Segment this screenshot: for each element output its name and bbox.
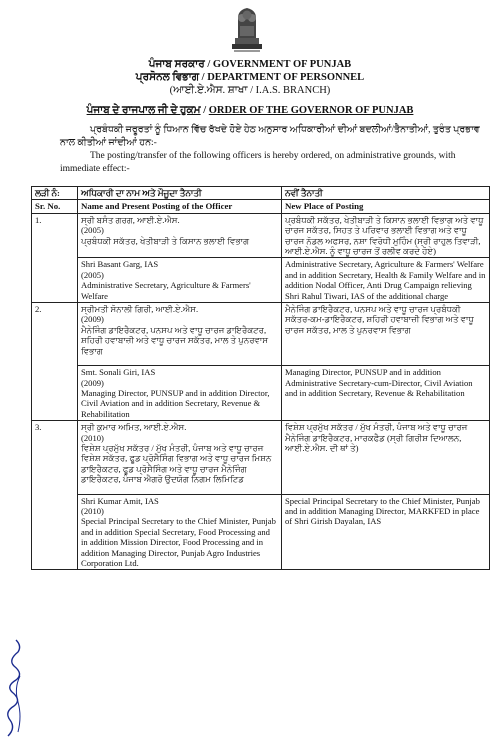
officer-batch: (2009) xyxy=(81,377,104,388)
table-row xyxy=(32,303,490,366)
row-serial: 1. xyxy=(32,213,78,302)
officer-english xyxy=(78,258,282,303)
header-branch: (ਆਈ.ਏ.ਐਸ. ਸ਼ਾਖਾ / I.A.S. BRANCH) xyxy=(169,85,331,96)
header-government: ਪੰਜਾਬ ਸਰਕਾਰ / GOVERNMENT OF PUNJAB xyxy=(148,59,352,70)
officer-punjabi xyxy=(78,303,282,366)
table-row xyxy=(32,366,490,421)
header-department: ਪ੍ਰਸੋਨਲ ਵਿਭਾਗ / DEPARTMENT OF PERSONNEL xyxy=(135,72,365,83)
col-sr-punjabi: ਲੜੀ ਨੰ: xyxy=(32,187,78,200)
officer-english xyxy=(78,494,282,570)
new-posting-english: Administrative Secretary, Agriculture & Farmers' Welfare and in addition Secretary, Health & Family Welfare and in addition Nodal Officer, Anti Drug Campaign relieving Shri Rahul Tiwari, IAS of the additional charge xyxy=(282,258,490,303)
table-row xyxy=(32,258,490,303)
officer-name: ਸ੍ਰੀ ਕੁਮਾਰ ਅਮਿਤ, ਆਈ.ਏ.ਐਸ. xyxy=(81,422,187,433)
officer-batch: (2005) xyxy=(81,269,104,280)
col-name-punjabi: ਅਧਿਕਾਰੀ ਦਾ ਨਾਮ ਅਤੇ ਮੌਜੂਦਾ ਤੈਨਾਤੀ xyxy=(78,187,282,200)
officer-batch: (2009) xyxy=(81,314,104,325)
col-name-english: Name and Present Posting of the Officer xyxy=(78,200,282,213)
officer-punjabi xyxy=(78,213,282,258)
row-serial: 2. xyxy=(32,303,78,421)
officer-batch: (2010) xyxy=(81,505,104,516)
order-title: ਪੰਜਾਬ ਦੇ ਰਾਜਪਾਲ ਜੀ ਦੇ ਹੁਕਮ / ORDER OF THE GOVERNOR OF PUNJAB xyxy=(86,105,414,116)
col-new-english: New Place of Posting xyxy=(282,200,490,213)
officer-punjabi xyxy=(78,421,282,494)
officer-name: Shri Basant Garg, IAS xyxy=(81,259,159,270)
col-new-punjabi: ਨਵੀਂ ਤੈਨਾਤੀ xyxy=(282,187,490,200)
new-posting-english: Special Principal Secretary to the Chief Minister, Punjab and in addition Managing Director, MARKFED in place of Shri Girish Dayalan, IAS xyxy=(282,494,490,570)
table-row xyxy=(32,494,490,570)
officer-batch: (2010) xyxy=(81,432,104,443)
table-header-punjabi xyxy=(32,187,490,200)
officer-name: ਸ੍ਰੀ ਬਸੰਤ ਗਰਗ, ਆਈ.ਏ.ਐਸ. xyxy=(81,214,180,225)
state-emblem-icon xyxy=(226,4,268,54)
new-posting-english: Managing Director, PUNSUP and in addition Administrative Secretary-cum-Director, Civil Aviation and in addition Secretary, Revenue & Rehabilitation xyxy=(282,366,490,421)
intro-english: The posting/transfer of the following officers is hereby ordered, on administrative grounds, with immediate effect:- xyxy=(60,151,456,174)
table-header-english xyxy=(32,200,490,213)
present-posting: Administrative Secretary, Agriculture & Farmers' Welfare xyxy=(81,280,251,301)
intro-punjabi: ਪ੍ਰਬੰਧਕੀ ਜਰੂਰਤਾਂ ਨੂੰ ਧਿਆਨ ਵਿੱਚ ਰੱਖਦੇ ਹੋਏ ਹੇਠ ਅਨੁਸਾਰ ਅਧਿਕਾਰੀਆਂ ਦੀਆਂ ਬਦਲੀਆਂ/ਤੈਨਾਤੀਆਂ, ਤੁਰੰਤ ਪ੍ਰਭਾਵ ਨਾਲ ਕੀਤੀਆਂ ਜਾਂਦੀਆਂ ਹਨ:- xyxy=(60,125,480,148)
new-posting-punjabi: ਪ੍ਰਬੰਧਕੀ ਸਕੱਤਰ, ਖੇਤੀਬਾੜੀ ਤੇ ਕਿਸਾਨ ਭਲਾਈ ਵਿਭਾਗ ਅਤੇ ਵਾਧੂ ਚਾਰਜ ਸਕੱਤਰ, ਸਿਹਤ ਤੇ ਪਰਿਵਾਰ ਭਲਾਈ ਵਿਭਾਗ ਅਤੇ ਵਾਧੂ ਚਾਰਜ ਨੋਡਲ ਅਫਸਰ, ਨਸ਼ਾ ਵਿਰੋਧੀ ਮੁਹਿੰਮ (ਸ੍ਰੀ ਰਾਹੁਲ ਤਿਵਾੜੀ, ਆਈ.ਏ.ਐਸ. ਨੂੰ ਵਾਧੂ ਚਾਰਜ ਤੋਂ ਰਲੀਵ ਕਰਦੇ ਹੋਏ) xyxy=(282,213,490,258)
officer-name: ਸ੍ਰੀਮਤੀ ਸੋਨਾਲੀ ਗਿਰੀ, ਆਈ.ਏ.ਐਸ. xyxy=(81,304,199,315)
new-posting-punjabi: ਮੈਨੇਜਿੰਗ ਡਾਇਰੈਕਟਰ, ਪਨਸਪ ਅਤੇ ਵਾਧੂ ਚਾਰਜ ਪ੍ਰਬੰਧਕੀ ਸਕੱਤਰ-ਕਮ-ਡਾਇਰੈਕਟਰ, ਸ਼ਹਿਰੀ ਹਵਾਬਾਜ਼ੀ ਵਿਭਾਗ ਅਤੇ ਵਾਧੂ ਚਾਰਜ ਸਕੱਤਰ, ਮਾਲ ਤੇ ਪੁਨਰਵਾਸ ਵਿਭਾਗ xyxy=(282,303,490,366)
table-row xyxy=(32,421,490,494)
present-posting: Special Principal Secretary to the Chief Minister, Punjab and in addition Special Secretary, Food Processing and in addition Mission Director, Food Processing and in addition Managing Director, Punjab Agro Industries Corporation Ltd. xyxy=(81,516,276,568)
new-posting-punjabi: ਵਿਸ਼ੇਸ਼ ਪ੍ਰਮੁੱਖ ਸਕੱਤਰ / ਮੁੱਖ ਮੰਤਰੀ, ਪੰਜਾਬ ਅਤੇ ਵਾਧੂ ਚਾਰਜ ਮੈਨੇਜਿੰਗ ਡਾਇਰੈਕਟਰ, ਮਾਰਕਫੈਡ (ਸ੍ਰੀ ਗਿਰੀਸ਼ ਦਿਆਲਨ, ਆਈ.ਏ.ਐਸ. ਦੀ ਥਾਂ ਤੇ) xyxy=(282,421,490,494)
row-serial: 3. xyxy=(32,421,78,570)
present-posting: ਮੈਨੇਜਿੰਗ ਡਾਇਰੈਕਟਰ, ਪਨਸਪ ਅਤੇ ਵਾਧੂ ਚਾਰਜ ਡਾਇਰੈਕਟਰ, ਸ਼ਹਿਰੀ ਹਵਾਬਾਜ਼ੀ ਅਤੇ ਵਾਧੂ ਚਾਰਜ ਸਕੱਤਰ, ਮਾਲ ਤੇ ਪੁਨਰਵਾਸ ਵਿਭਾਗ xyxy=(81,324,269,356)
margin-signature-icon xyxy=(2,636,26,746)
order-title-english: ORDER OF THE GOVERNOR OF PUNJAB xyxy=(208,105,414,116)
col-sr-english: Sr. No. xyxy=(32,200,78,213)
officer-batch: (2005) xyxy=(81,225,104,236)
posting-table xyxy=(31,186,490,570)
order-title-punjabi: ਪੰਜਾਬ ਦੇ ਰਾਜਪਾਲ ਜੀ ਦੇ ਹੁਕਮ xyxy=(86,105,201,116)
officer-english xyxy=(78,366,282,421)
present-posting: ਵਿਸ਼ੇਸ਼ ਪ੍ਰਮੁੱਖ ਸਕੱਤਰ / ਮੁੱਖ ਮੰਤਰੀ, ਪੰਜਾਬ ਅਤੇ ਵਾਧੂ ਚਾਰਜ ਵਿਸ਼ੇਸ਼ ਸਕੱਤਰ, ਫੂਡ ਪ੍ਰੋਸੈਸਿੰਗ ਵਿਭਾਗ ਅਤੇ ਵਾਧੂ ਚਾਰਜ ਮਿਸ਼ਨ ਡਾਇਰੈਕਟਰ, ਫੂਡ ਪ੍ਰੋਸੈਸਿੰਗ ਅਤੇ ਵਾਧੂ ਚਾਰਜ ਮੈਨੇਜਿੰਗ ਡਾਇਰੈਕਟਰ, ਪੰਜਾਬ ਐਗਰੋ ਉਦਯੋਗ ਨਿਗਮ ਲਿਮਿਟਿਡ xyxy=(81,442,272,485)
table-row xyxy=(32,213,490,258)
officer-name: Shri Kumar Amit, IAS xyxy=(81,495,159,506)
present-posting: Managing Director, PUNSUP and in addition Director, Civil Aviation and in addition Secretary, Revenue & Rehabilitation xyxy=(81,387,270,419)
present-posting: ਪ੍ਰਬੰਧਕੀ ਸਕੱਤਰ, ਖੇਤੀਬਾੜੀ ਤੇ ਕਿਸਾਨ ਭਲਾਈ ਵਿਭਾਗ xyxy=(81,235,250,246)
officer-name: Smt. Sonali Giri, IAS xyxy=(81,367,156,378)
